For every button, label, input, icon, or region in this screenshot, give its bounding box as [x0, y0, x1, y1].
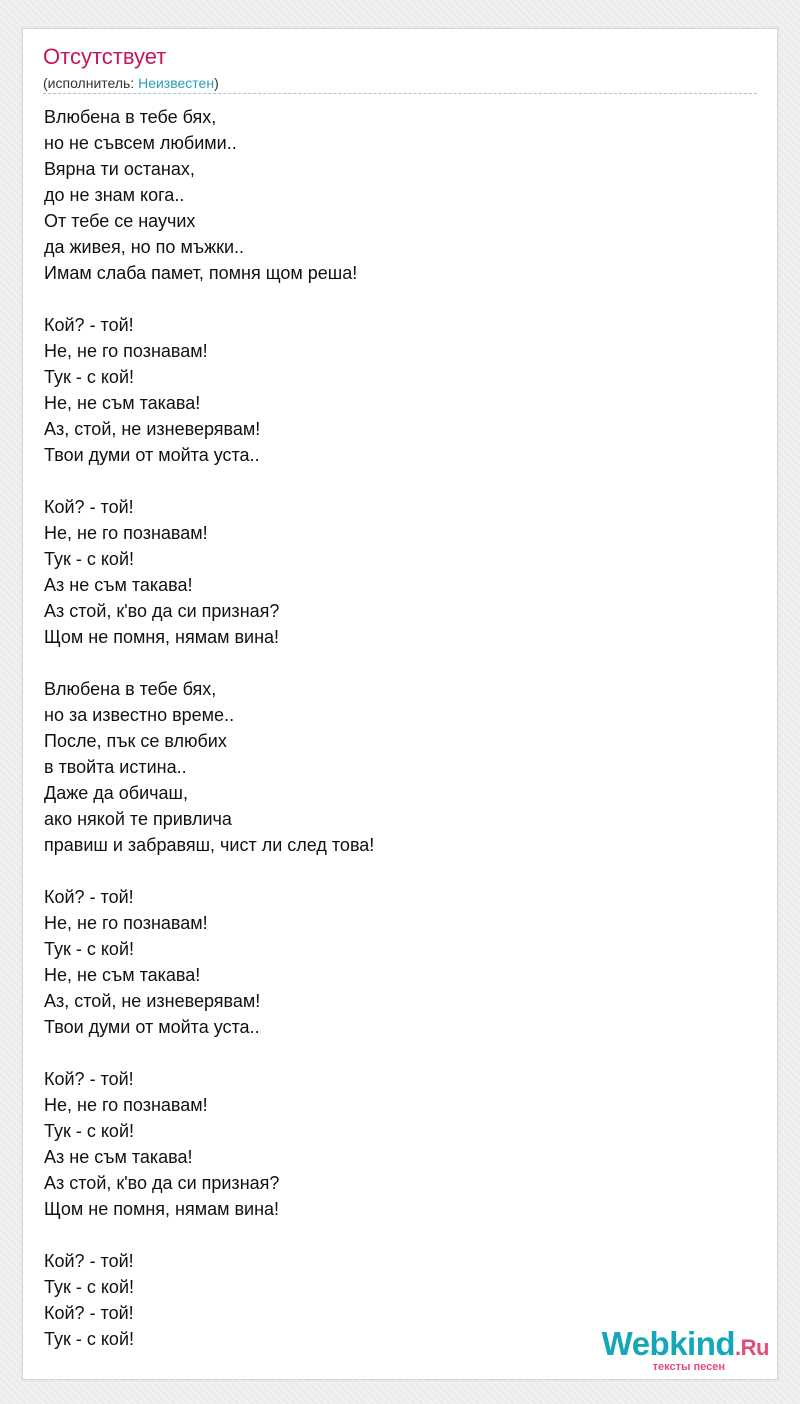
lyric-line: Имам слаба памет, помня щом реша!: [44, 263, 358, 283]
song-title: Отсутствует: [43, 44, 167, 69]
lyric-line: в твойта истина..: [44, 757, 187, 777]
lyric-line: Даже да обичаш,: [44, 783, 188, 803]
stanza-break: [44, 468, 374, 494]
stanza-break: [44, 286, 374, 312]
lyric-line: Тук - с кой!: [44, 367, 134, 387]
logo-tagline: тексты песен: [652, 1361, 725, 1373]
lyric-line: Тук - с кой!: [44, 1329, 134, 1349]
lyric-line: Тук - с кой!: [44, 1277, 134, 1297]
logo-name: Webkind: [601, 1325, 736, 1362]
lyric-line: Не, не го познавам!: [44, 523, 208, 543]
lyric-line: Не, не съм такава!: [44, 393, 201, 413]
dashed-divider: [43, 93, 757, 94]
lyric-line: После, пък се влюбих: [44, 731, 227, 751]
lyric-line: Щом не помня, нямам вина!: [44, 627, 280, 647]
lyric-line: Кой? - той!: [44, 1069, 134, 1089]
lyric-line: но не съвсем любими..: [44, 133, 237, 153]
lyric-line: Аз стой, к'во да си призная?: [44, 1173, 280, 1193]
lyric-line: Аз, стой, не изневерявам!: [44, 991, 261, 1011]
lyric-line: Кой? - той!: [44, 315, 134, 335]
lyric-line: но за известно време..: [44, 705, 235, 725]
lyric-line: Не, не го познавам!: [44, 341, 208, 361]
lyric-line: да живея, но по мъжки..: [44, 237, 245, 257]
lyric-line: правиш и забравяш, чист ли след това!: [44, 835, 375, 855]
lyric-line: Кой? - той!: [44, 497, 134, 517]
lyric-line: Тук - с кой!: [44, 549, 134, 569]
lyric-line: Тук - с кой!: [44, 939, 134, 959]
lyrics-card: [22, 28, 778, 1380]
lyric-line: Аз, стой, не изневерявам!: [44, 419, 261, 439]
lyric-line: Кой? - той!: [44, 1251, 134, 1271]
lyric-line: Тук - с кой!: [44, 1121, 134, 1141]
lyric-line: Твои думи от мойта уста..: [44, 1017, 260, 1037]
lyrics-text: [44, 104, 374, 1352]
stanza-break: [44, 1222, 374, 1248]
logo-tld: .Ru: [735, 1335, 769, 1360]
lyric-line: ако някой те привлича: [44, 809, 232, 829]
webkind-logo[interactable]: [602, 1327, 769, 1373]
lyric-line: Щом не помня, нямам вина!: [44, 1199, 280, 1219]
artist-suffix: ): [214, 75, 219, 91]
lyric-line: Кой? - той!: [44, 887, 134, 907]
lyric-line: Твои думи от мойта уста..: [44, 445, 260, 465]
stanza-break: [44, 650, 374, 676]
artist-line: [43, 74, 219, 92]
lyric-line: до не знам кога..: [44, 185, 185, 205]
lyric-line: Аз не съм такава!: [44, 575, 193, 595]
artist-prefix: (исполнитель:: [43, 75, 139, 91]
artist-link[interactable]: Неизвестен: [138, 75, 215, 91]
stanza-break: [44, 858, 374, 884]
lyric-line: Аз не съм такава!: [44, 1147, 193, 1167]
lyric-line: Не, не го познавам!: [44, 1095, 208, 1115]
lyric-line: Влюбена в тебе бях,: [44, 679, 217, 699]
lyric-line: Аз стой, к'во да си призная?: [44, 601, 280, 621]
lyric-line: Кой? - той!: [44, 1303, 134, 1323]
lyric-line: Вярна ти останах,: [44, 159, 195, 179]
lyric-line: Влюбена в тебе бях,: [44, 107, 217, 127]
stanza-break: [44, 1040, 374, 1066]
lyric-line: Не, не съм такава!: [44, 965, 201, 985]
lyric-line: От тебе се научих: [44, 211, 196, 231]
lyric-line: Не, не го познавам!: [44, 913, 208, 933]
